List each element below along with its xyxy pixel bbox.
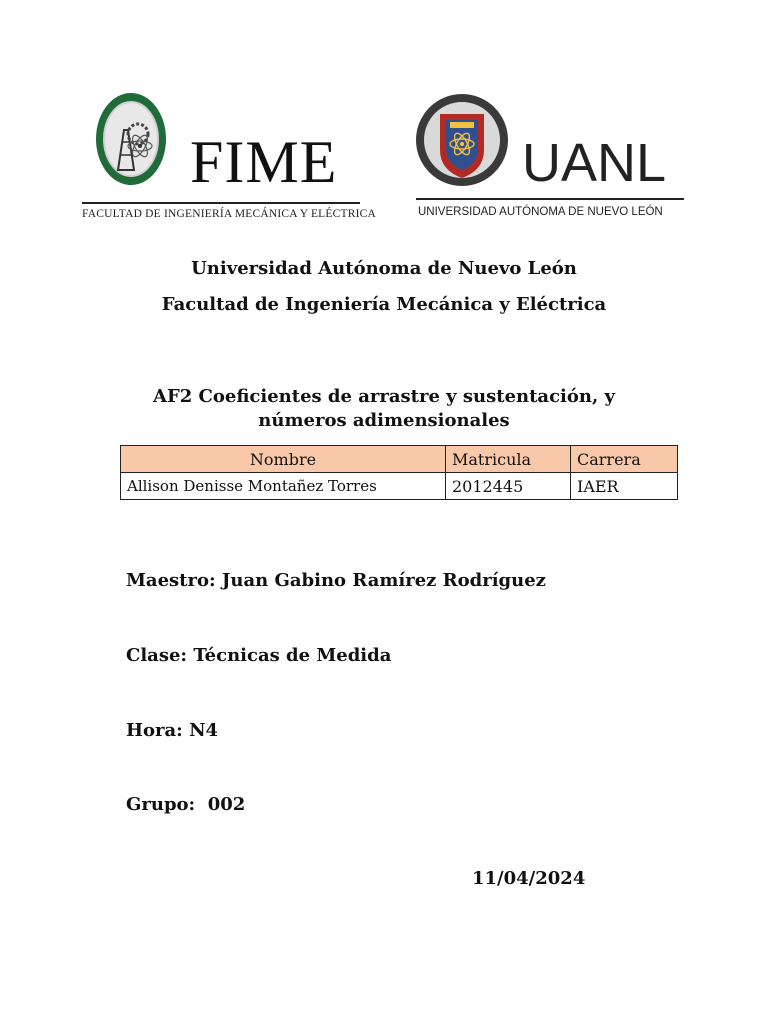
group-line: Grupo: 002: [126, 794, 246, 815]
student-name-cell: Allison Denisse Montañez Torres: [121, 473, 446, 500]
uanl-logo: [412, 88, 692, 228]
class-line: Clase: Técnicas de Medida: [126, 645, 392, 666]
fime-wordmark: FIME: [190, 129, 338, 195]
uanl-seal-icon: [414, 90, 510, 190]
fime-subtitle: FACULTAD DE INGENIERÍA MECÁNICA Y ELÉCTRICA: [82, 208, 376, 220]
uanl-subtitle: UNIVERSIDAD AUTÓNOMA DE NUEVO LEÓN: [418, 206, 663, 218]
university-name: Universidad Autónoma de Nuevo León: [191, 258, 577, 279]
column-header-nombre: Nombre: [121, 446, 446, 473]
student-id-cell: 2012445: [446, 473, 571, 500]
fime-rule: [82, 202, 360, 204]
uanl-rule: [416, 198, 684, 200]
table-header-row: [121, 446, 678, 473]
column-header-matricula: Matricula: [446, 446, 571, 473]
teacher-line: Maestro: Juan Gabino Ramírez Rodríguez: [126, 570, 546, 591]
table-row: [121, 473, 678, 500]
column-header-carrera: Carrera: [571, 446, 678, 473]
fime-seal-icon: [94, 90, 168, 188]
student-table: [120, 445, 678, 500]
assignment-title-line1: AF2 Coeficientes de arrastre y sustentación, y: [153, 386, 615, 407]
faculty-name: Facultad de Ingeniería Mecánica y Eléctrica: [161, 294, 607, 315]
student-career-cell: IAER: [571, 473, 678, 500]
fime-logo: [80, 88, 376, 228]
date-line: 11/04/2024: [472, 868, 586, 889]
assignment-title-line2: números adimensionales: [258, 410, 510, 431]
uanl-wordmark: UANL: [522, 133, 667, 193]
hour-line: Hora: N4: [126, 720, 219, 741]
